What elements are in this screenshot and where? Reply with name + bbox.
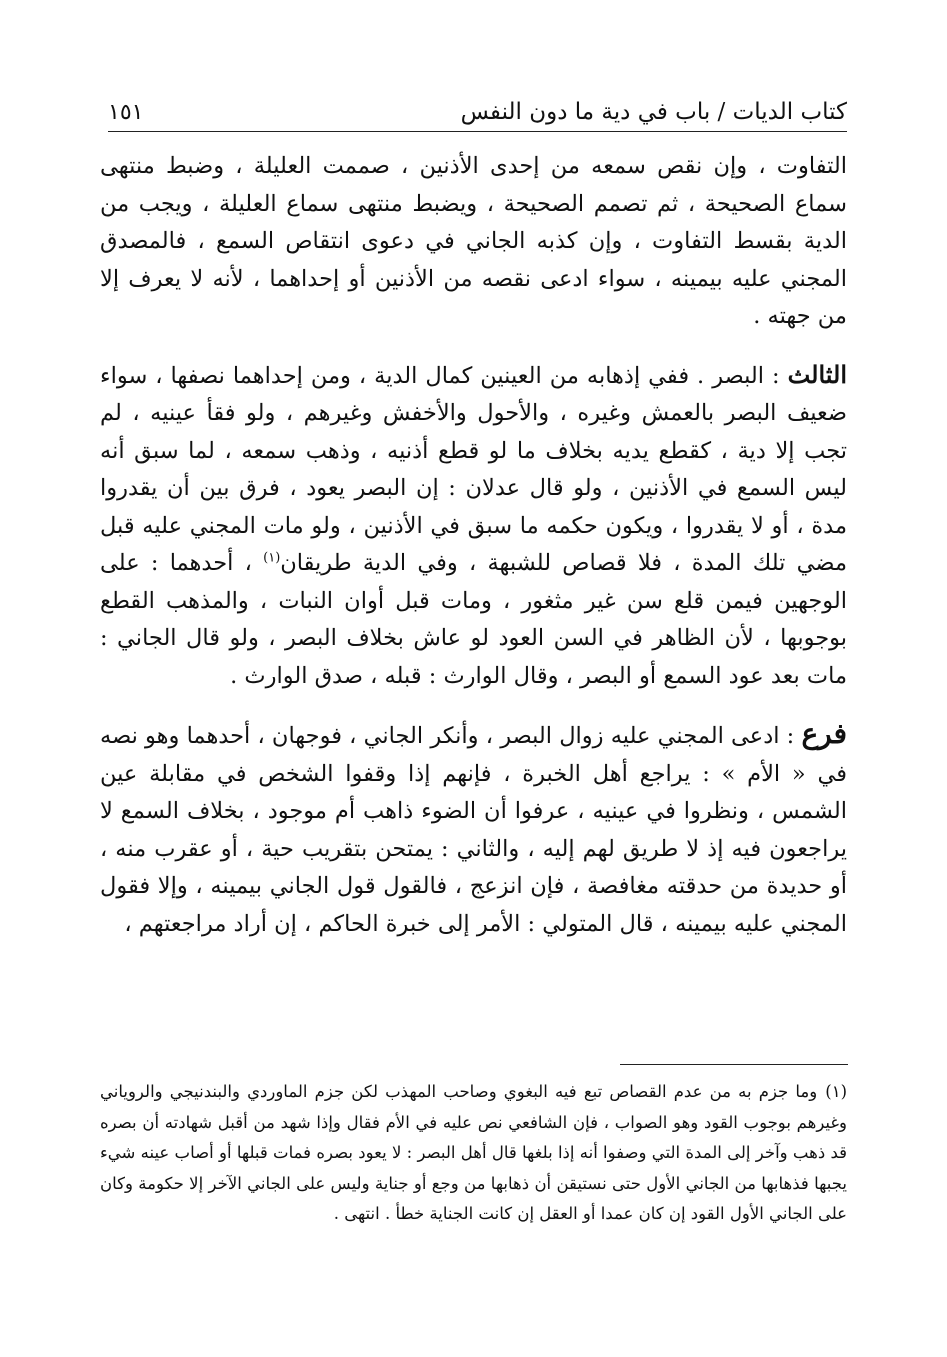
section-heading-third: الثالث bbox=[787, 359, 847, 389]
paragraph-branch bbox=[100, 715, 847, 943]
paragraph-sight bbox=[100, 356, 847, 696]
running-header bbox=[108, 90, 847, 132]
footnote-reference[interactable]: (١) bbox=[263, 550, 281, 566]
page-number: ١٥١ bbox=[108, 100, 144, 125]
footnote-number: (١) bbox=[825, 1082, 847, 1101]
footnote-divider bbox=[620, 1064, 848, 1065]
main-text bbox=[100, 148, 847, 943]
footnote-text: وما جزم به من عدم القصاص تبع فيه البغوي وصاحب المهذب لكن جزم الماوردي والبندنيجي والروياني وغيرهم بوجوب القود وهو الصواب ، فإن الشافعي نص عليه في الأم فقال وإذا شهد من أقبل شهادته أن بصره قد ذهب وآخر إلى المدة التي وصفوا أنه إذا بلغها قال أهل البصر : لا يعود بصره فمات قبلها أو أصاب عينه شيء يجبها فذهابها من الجاني الأول حتى نستيقن أن ذهابها من وجع أو جناية وليس على الجاني الآخر إلا حكومة وكان على الجاني الأول القود إن كان عمدا أو العقل إن كانت الجناية خطأ . انتهى . bbox=[100, 1082, 847, 1223]
paragraph-sight-part-a: : البصر . ففي إذهابه من العينين كمال الدية ، ومن إحداهما نصفها ، سواء ضعيف البصر بالعمش وغيره ، والأحول والأخفش وغيرهم ، ولو فقأ عينيه ، لم تجب إلا دية ، كقطع يديه بخلاف ما لو قطع أذنيه ، وذهب سمعه ، لما سبق أنه ليس السمع في الأذنين ، ولو قال عدلان : إن البصر يعود ، فرق بين أن يقدروا مدة ، أو لا يقدروا ، ويكون حكمه ما سبق في الأذنين ، ولو مات المجني عليه قبل مضي تلك المدة ، فلا قصاص للشبهة ، وفي الدية طريقان bbox=[100, 362, 847, 576]
paragraph-hearing: التفاوت ، وإن نقص سمعه من إحدى الأذنين ، صممت العليلة ، وضبط منتهى سماع الصحيحة ، ثم تصمم الصحيحة ، ويضبط منتهى سماع العليلة ، ويجب من الدية بقسط التفاوت ، وإن كذبه الجاني في دعوى انتقاص السمع ، فالمصدق المجني عليه بيمينه ، سواء ادعى نقصه من الأذنين أو إحداهما ، لأنه لا يعرف إلا من جهته . bbox=[100, 153, 847, 329]
branch-heading: فرع bbox=[801, 717, 847, 750]
footnotes bbox=[100, 1077, 847, 1230]
paragraph-sight-part-b: ، أحدهما : على الوجهين فيمن قلع سن غير مثغور ، ومات قبل أوان النبات ، والمذهب القطع بوجوبها ، لأن الظاهر في السن العود لو عاش بخلاف البصر ، ولو قال الجاني : مات بعد عود السمع أو البصر ، وقال الوارث : قبله ، صدق الوارث . bbox=[100, 550, 847, 689]
footnote-1 bbox=[100, 1077, 847, 1230]
paragraph-branch-text: : ادعى المجني عليه زوال البصر ، وأنكر الجاني ، فوجهان ، أحدهما وهو نصه في « الأم » : يراجع أهل الخبرة ، فإنهم إذا وقفوا الشخص في مقابلة عين الشمس ، ونظروا في عينيه ، عرفوا أن الضوء ذاهب أم موجود ، بخلاف السمع لا يراجعون فيه إذ لا طريق لهم إليه ، والثاني : يمتحن بتقريب حية ، أو عقرب منه ، أو حديدة من حدقته مغافصة ، فإن انزعج ، فالقول قول الجاني بيمينه ، وإلا فقول المجني عليه بيمينه ، قال المتولي : الأمر إلى خبرة الحاكم ، إن أراد مراجعتهم ، bbox=[100, 723, 847, 937]
chapter-title: كتاب الديات / باب في دية ما دون النفس bbox=[460, 99, 847, 125]
